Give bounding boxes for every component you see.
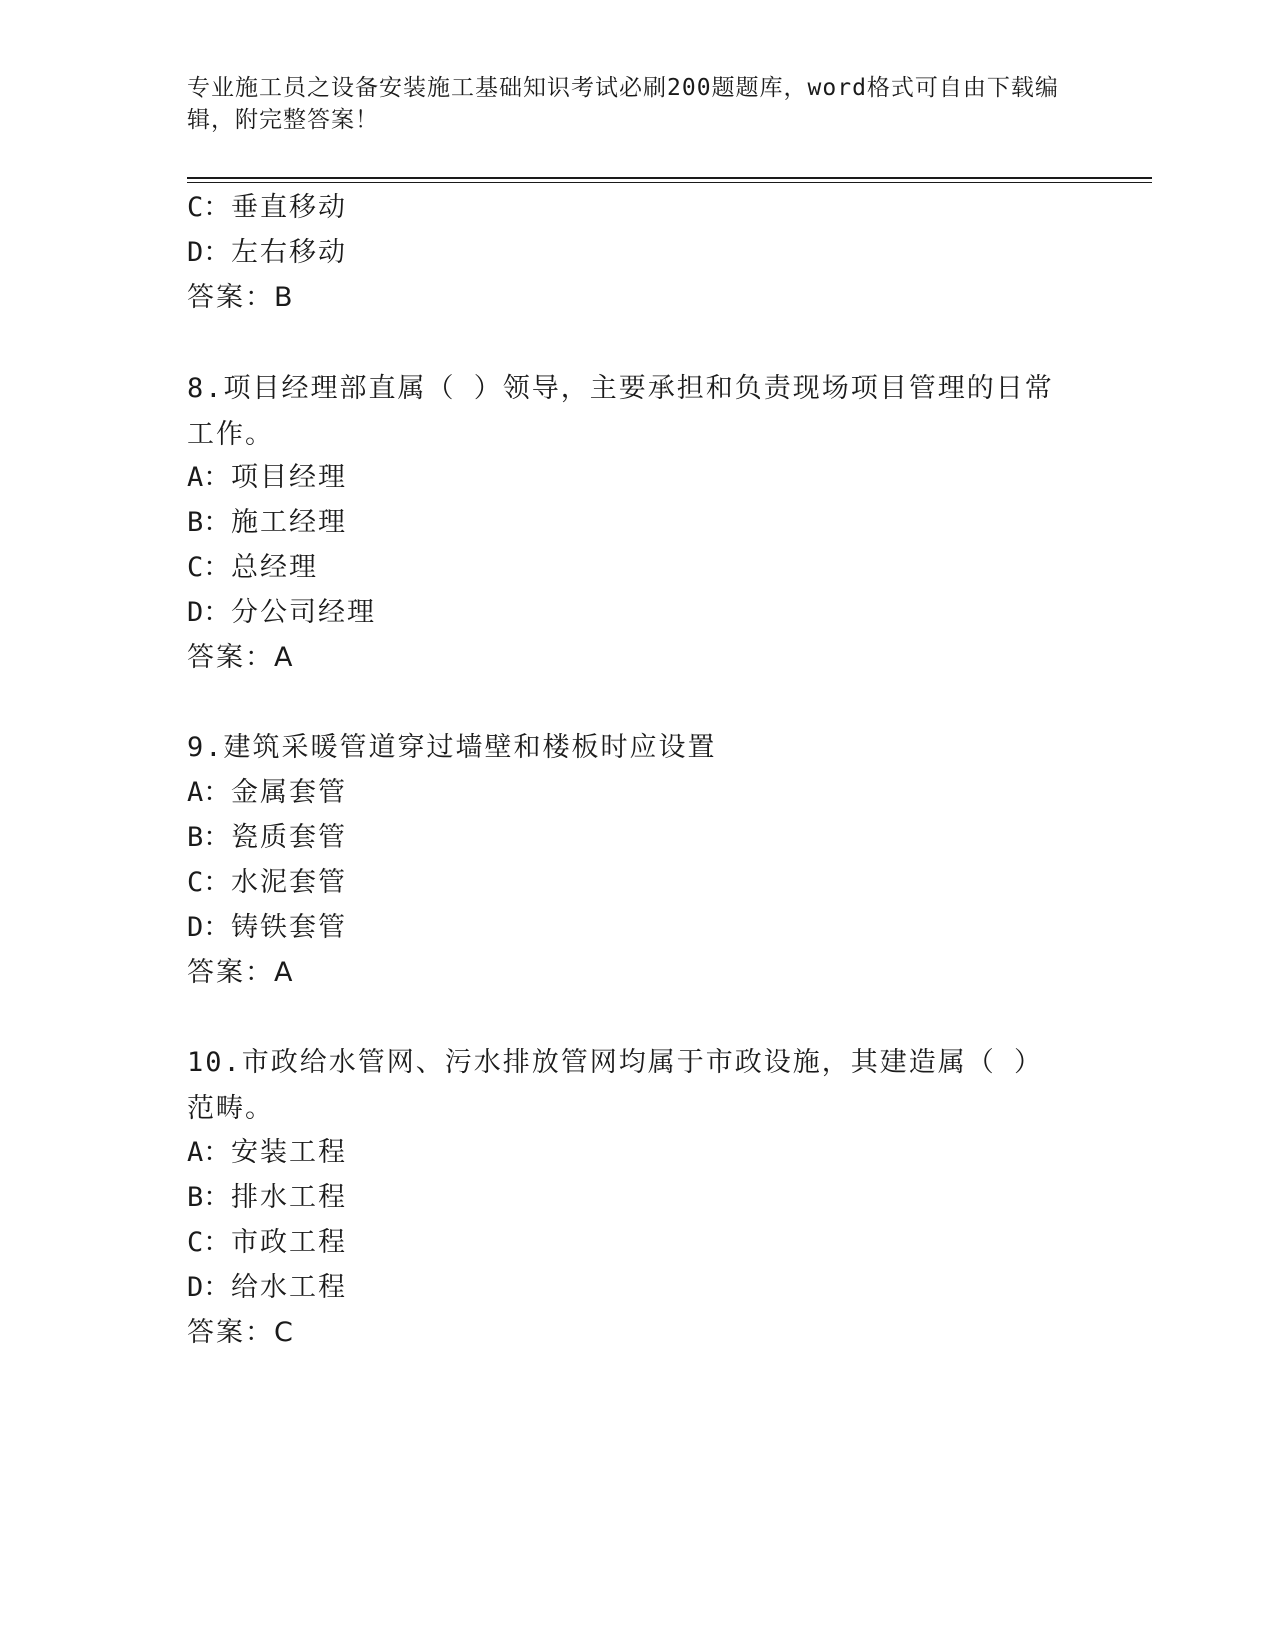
option-d	[187, 1270, 347, 1306]
answer-line: 答案：A	[187, 642, 295, 673]
document-header: 专业施工员之设备安装施工基础知识考试必刷200题题库，word格式可自由下载编辑，附完整答案！	[187, 75, 1059, 133]
answer-line: 答案：A	[187, 957, 295, 988]
option-letter: B：	[187, 822, 231, 853]
option-letter: A：	[187, 1137, 231, 1168]
option-c	[187, 1225, 347, 1261]
option-c	[187, 865, 347, 901]
option-letter: D：	[187, 912, 231, 943]
option-letter: C：	[187, 867, 231, 898]
option-text: 排水工程	[231, 1182, 347, 1213]
option-a	[187, 460, 347, 496]
option-text: 项目经理	[231, 462, 347, 493]
option-text: 铸铁套管	[231, 912, 347, 943]
option-d	[187, 595, 376, 631]
option-letter: D：	[187, 597, 231, 628]
option-text: 左右移动	[231, 237, 347, 268]
option-text: 分公司经理	[231, 597, 376, 628]
question-9-stem: 9.建筑采暖管道穿过墙壁和楼板时应设置	[187, 732, 717, 763]
option-text: 金属套管	[231, 777, 347, 808]
question-8-stem: 8.项目经理部直属（ ）领导，主要承担和负责现场项目管理的日常工作。	[187, 373, 1054, 450]
answer-line: 答案：C	[187, 1317, 295, 1348]
option-text: 给水工程	[231, 1272, 347, 1303]
option-text: 施工经理	[231, 507, 347, 538]
option-text: 瓷质套管	[231, 822, 347, 853]
option-text: 总经理	[231, 552, 318, 583]
option-c	[187, 550, 318, 586]
option-letter: A：	[187, 462, 231, 493]
option-letter: C：	[187, 552, 231, 583]
option-letter: A：	[187, 777, 231, 808]
option-b	[187, 1180, 347, 1216]
option-letter: B：	[187, 1182, 231, 1213]
option-d	[187, 910, 347, 946]
option-letter: C：	[187, 1227, 231, 1258]
option-letter: D：	[187, 1272, 231, 1303]
option-b	[187, 820, 347, 856]
option-letter: B：	[187, 507, 231, 538]
option-text: 市政工程	[231, 1227, 347, 1258]
header-rule	[187, 177, 1152, 179]
answer-line: 答案：B	[187, 282, 295, 313]
header-rule-thin	[187, 182, 1152, 183]
option-b	[187, 505, 347, 541]
option-text: 垂直移动	[231, 192, 347, 223]
option-d	[187, 235, 347, 271]
option-letter: C：	[187, 192, 231, 223]
option-c	[187, 190, 347, 226]
option-letter: D：	[187, 237, 231, 268]
option-a	[187, 775, 347, 811]
option-text: 安装工程	[231, 1137, 347, 1168]
option-a	[187, 1135, 347, 1171]
option-text: 水泥套管	[231, 867, 347, 898]
question-10-stem: 10.市政给水管网、污水排放管网均属于市政设施，其建造属（ ）范畴。	[187, 1047, 1044, 1124]
